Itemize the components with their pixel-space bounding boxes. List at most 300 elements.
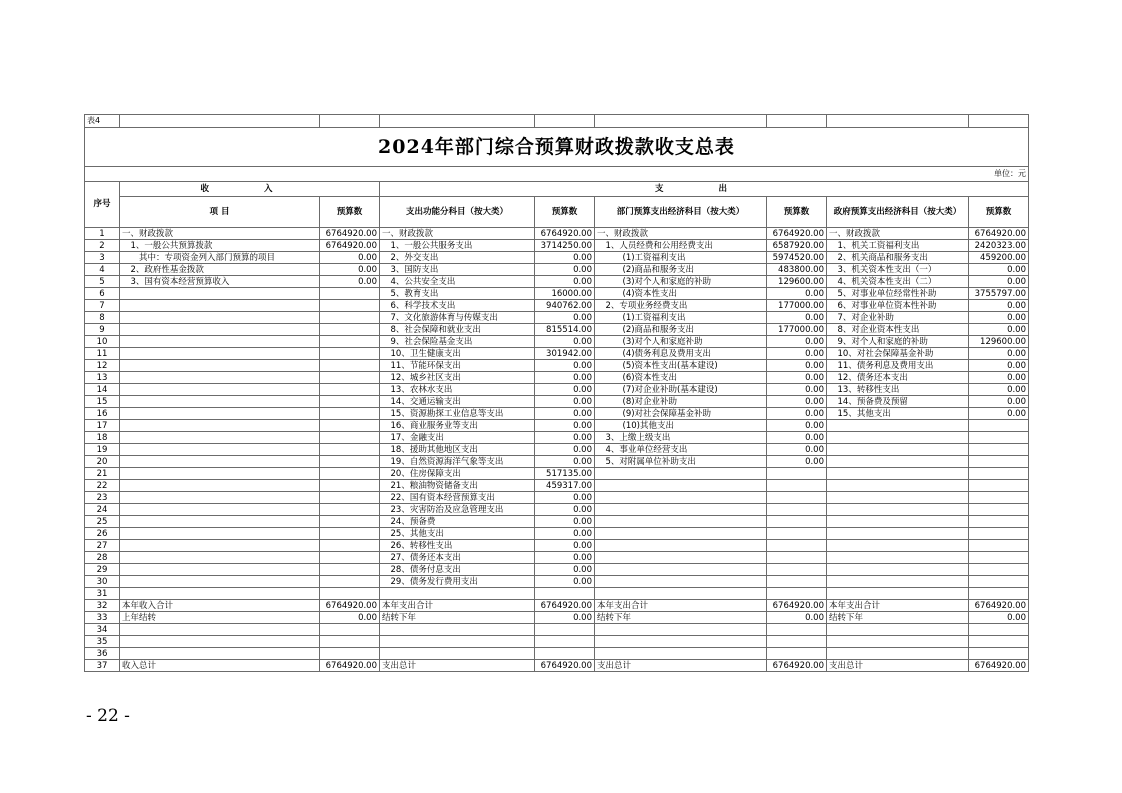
dept-item-cell <box>595 588 767 600</box>
dept-item-cell: 本年支出合计 <box>595 600 767 612</box>
dept-budget-cell: 6587920.00 <box>767 240 827 252</box>
dept-budget-cell: 0.00 <box>767 288 827 300</box>
gov-item-cell <box>827 432 969 444</box>
gov-item-cell <box>827 492 969 504</box>
func-budget-cell: 0.00 <box>535 564 595 576</box>
gov-item-cell: 13、转移性支出 <box>827 384 969 396</box>
table-row <box>85 432 1029 444</box>
income-item-cell <box>120 588 320 600</box>
dept-budget-cell <box>767 468 827 480</box>
func-budget-cell <box>535 624 595 636</box>
income-item-cell <box>120 396 320 408</box>
func-budget-cell: 0.00 <box>535 312 595 324</box>
dept-item-cell <box>595 636 767 648</box>
gov-item-cell <box>827 636 969 648</box>
row-number-cell: 7 <box>85 300 120 312</box>
dept-budget-cell: 0.00 <box>767 396 827 408</box>
header-item: 项 目 <box>120 197 320 228</box>
func-budget-cell: 0.00 <box>535 264 595 276</box>
table-row <box>85 516 1029 528</box>
func-budget-cell <box>535 588 595 600</box>
header-gov: 政府预算支出经济科目（按大类） <box>827 197 969 228</box>
table-row <box>85 288 1029 300</box>
dept-budget-cell <box>767 480 827 492</box>
dept-item-cell: (1)工资福利支出 <box>595 252 767 264</box>
income-item-cell <box>120 564 320 576</box>
gov-item-cell <box>827 588 969 600</box>
row-number-cell: 29 <box>85 564 120 576</box>
func-budget-cell: 0.00 <box>535 516 595 528</box>
gov-budget-cell: 3755797.00 <box>969 288 1029 300</box>
income-budget-cell <box>320 300 380 312</box>
func-item-cell <box>380 588 535 600</box>
dept-item-cell <box>595 528 767 540</box>
gov-item-cell: 5、对事业单位经常性补助 <box>827 288 969 300</box>
header-budget-gov: 预算数 <box>969 197 1029 228</box>
gov-budget-cell: 6764920.00 <box>969 228 1029 240</box>
table-row <box>85 624 1029 636</box>
gov-item-cell: 11、债务利息及费用支出 <box>827 360 969 372</box>
table-row <box>85 396 1029 408</box>
func-budget-cell: 0.00 <box>535 576 595 588</box>
income-budget-cell <box>320 468 380 480</box>
func-item-cell: 22、国有资本经营预算支出 <box>380 492 535 504</box>
dept-budget-cell: 0.00 <box>767 444 827 456</box>
gov-item-cell: 一、财政拨款 <box>827 228 969 240</box>
func-item-cell: 19、自然资源海洋气象等支出 <box>380 456 535 468</box>
func-budget-cell: 940762.00 <box>535 300 595 312</box>
header-income-group: 收 入 <box>120 182 380 197</box>
func-item-cell: 23、灾害防治及应急管理支出 <box>380 504 535 516</box>
gov-item-cell <box>827 576 969 588</box>
row-number-cell: 32 <box>85 600 120 612</box>
func-item-cell: 18、援助其他地区支出 <box>380 444 535 456</box>
func-item-cell: 25、其他支出 <box>380 528 535 540</box>
income-budget-cell <box>320 348 380 360</box>
income-budget-cell <box>320 312 380 324</box>
dept-item-cell <box>595 468 767 480</box>
func-item-cell: 28、债务付息支出 <box>380 564 535 576</box>
gov-item-cell: 本年支出合计 <box>827 600 969 612</box>
func-item-cell: 本年支出合计 <box>380 600 535 612</box>
dept-item-cell <box>595 552 767 564</box>
income-budget-cell <box>320 456 380 468</box>
page-title: 2024年部门综合预算财政拨款收支总表 <box>85 128 1029 167</box>
row-number-cell: 22 <box>85 480 120 492</box>
income-item-cell <box>120 516 320 528</box>
gov-budget-cell: 0.00 <box>969 348 1029 360</box>
dept-budget-cell: 0.00 <box>767 384 827 396</box>
dept-budget-cell: 0.00 <box>767 336 827 348</box>
row-number-cell: 6 <box>85 288 120 300</box>
gov-item-cell: 3、机关资本性支出（一） <box>827 264 969 276</box>
gov-budget-cell: 0.00 <box>969 396 1029 408</box>
table-row <box>85 456 1029 468</box>
income-item-cell <box>120 408 320 420</box>
income-budget-cell <box>320 408 380 420</box>
income-budget-cell <box>320 480 380 492</box>
dept-item-cell: (7)对企业补助(基本建设) <box>595 384 767 396</box>
income-budget-cell <box>320 444 380 456</box>
gov-budget-cell: 2420323.00 <box>969 240 1029 252</box>
row-number-cell: 31 <box>85 588 120 600</box>
dept-item-cell: 结转下年 <box>595 612 767 624</box>
income-item-cell: 一、财政拨款 <box>120 228 320 240</box>
dept-item-cell <box>595 480 767 492</box>
income-budget-cell: 6764920.00 <box>320 228 380 240</box>
gov-item-cell <box>827 528 969 540</box>
func-budget-cell: 517135.00 <box>535 468 595 480</box>
row-number-cell: 11 <box>85 348 120 360</box>
income-item-cell <box>120 432 320 444</box>
gov-budget-cell <box>969 492 1029 504</box>
table-label: 表4 <box>85 115 120 128</box>
func-budget-cell: 459317.00 <box>535 480 595 492</box>
income-item-cell <box>120 372 320 384</box>
gov-budget-cell: 0.00 <box>969 312 1029 324</box>
header-dept: 部门预算支出经济科目（按大类） <box>595 197 767 228</box>
income-budget-cell <box>320 396 380 408</box>
income-budget-cell: 6764920.00 <box>320 660 380 672</box>
func-budget-cell: 0.00 <box>535 456 595 468</box>
income-item-cell <box>120 540 320 552</box>
table-row <box>85 660 1029 672</box>
func-item-cell: 3、国防支出 <box>380 264 535 276</box>
income-item-cell <box>120 384 320 396</box>
table-row <box>85 348 1029 360</box>
income-item-cell: 2、政府性基金拨款 <box>120 264 320 276</box>
income-budget-cell <box>320 528 380 540</box>
income-budget-cell <box>320 552 380 564</box>
page-number: - 22 - <box>86 706 130 726</box>
income-budget-cell: 0.00 <box>320 612 380 624</box>
func-item-cell: 6、科学技术支出 <box>380 300 535 312</box>
func-item-cell: 一、财政拨款 <box>380 228 535 240</box>
table-row <box>85 384 1029 396</box>
table-row <box>85 492 1029 504</box>
gov-budget-cell: 6764920.00 <box>969 660 1029 672</box>
gov-item-cell <box>827 420 969 432</box>
dept-item-cell: (6)资本性支出 <box>595 372 767 384</box>
table-row <box>85 528 1029 540</box>
gov-budget-cell: 0.00 <box>969 408 1029 420</box>
income-budget-cell <box>320 504 380 516</box>
dept-item-cell <box>595 564 767 576</box>
gov-budget-cell: 459200.00 <box>969 252 1029 264</box>
table-row <box>85 300 1029 312</box>
gov-budget-cell: 0.00 <box>969 276 1029 288</box>
income-item-cell <box>120 444 320 456</box>
gov-item-cell: 1、机关工资福利支出 <box>827 240 969 252</box>
dept-budget-cell <box>767 564 827 576</box>
dept-budget-cell: 129600.00 <box>767 276 827 288</box>
func-item-cell: 16、商业服务业等支出 <box>380 420 535 432</box>
dept-item-cell <box>595 492 767 504</box>
gov-item-cell <box>827 552 969 564</box>
income-item-cell <box>120 288 320 300</box>
dept-item-cell: (8)对企业补助 <box>595 396 767 408</box>
func-budget-cell: 0.00 <box>535 336 595 348</box>
row-number-cell: 8 <box>85 312 120 324</box>
gov-budget-cell <box>969 576 1029 588</box>
gov-budget-cell: 0.00 <box>969 372 1029 384</box>
func-budget-cell: 0.00 <box>535 420 595 432</box>
func-budget-cell: 0.00 <box>535 276 595 288</box>
func-budget-cell <box>535 636 595 648</box>
dept-budget-cell <box>767 552 827 564</box>
gov-budget-cell <box>969 648 1029 660</box>
gov-item-cell: 支出总计 <box>827 660 969 672</box>
income-budget-cell: 6764920.00 <box>320 240 380 252</box>
income-budget-cell <box>320 516 380 528</box>
dept-item-cell: 一、财政拨款 <box>595 228 767 240</box>
gov-item-cell <box>827 456 969 468</box>
gov-item-cell: 14、预备费及预留 <box>827 396 969 408</box>
row-number-cell: 4 <box>85 264 120 276</box>
row-number-cell: 33 <box>85 612 120 624</box>
func-budget-cell: 0.00 <box>535 432 595 444</box>
budget-table <box>84 114 1029 672</box>
func-budget-cell: 0.00 <box>535 408 595 420</box>
row-number-cell: 13 <box>85 372 120 384</box>
func-budget-cell: 0.00 <box>535 360 595 372</box>
func-item-cell <box>380 648 535 660</box>
row-number-cell: 23 <box>85 492 120 504</box>
func-item-cell: 29、债务发行费用支出 <box>380 576 535 588</box>
row-number-cell: 9 <box>85 324 120 336</box>
dept-budget-cell <box>767 540 827 552</box>
row-number-cell: 30 <box>85 576 120 588</box>
dept-item-cell: (1)工资福利支出 <box>595 312 767 324</box>
row-number-cell: 34 <box>85 624 120 636</box>
dept-item-cell: 3、上缴上级支出 <box>595 432 767 444</box>
header-expense-group: 支 出 <box>380 182 1029 197</box>
dept-budget-cell: 0.00 <box>767 360 827 372</box>
dept-item-cell <box>595 540 767 552</box>
dept-budget-cell <box>767 624 827 636</box>
dept-budget-cell <box>767 504 827 516</box>
income-budget-cell <box>320 360 380 372</box>
dept-budget-cell <box>767 516 827 528</box>
dept-budget-cell <box>767 492 827 504</box>
func-budget-cell: 0.00 <box>535 540 595 552</box>
gov-budget-cell <box>969 552 1029 564</box>
row-number-cell: 25 <box>85 516 120 528</box>
dept-item-cell: (4)债务利息及费用支出 <box>595 348 767 360</box>
dept-budget-cell <box>767 576 827 588</box>
table-row <box>85 336 1029 348</box>
table-row <box>85 276 1029 288</box>
income-item-cell <box>120 480 320 492</box>
func-item-cell: 13、农林水支出 <box>380 384 535 396</box>
gov-item-cell <box>827 648 969 660</box>
gov-budget-cell <box>969 588 1029 600</box>
gov-budget-cell <box>969 468 1029 480</box>
dept-item-cell: (4)资本性支出 <box>595 288 767 300</box>
dept-budget-cell <box>767 528 827 540</box>
gov-budget-cell: 0.00 <box>969 300 1029 312</box>
func-item-cell <box>380 636 535 648</box>
func-item-cell: 27、债务还本支出 <box>380 552 535 564</box>
table-row <box>85 612 1029 624</box>
dept-budget-cell: 6764920.00 <box>767 600 827 612</box>
gov-item-cell: 6、对事业单位资本性补助 <box>827 300 969 312</box>
row-number-cell: 10 <box>85 336 120 348</box>
func-budget-cell: 301942.00 <box>535 348 595 360</box>
dept-item-cell: (2)商品和服务支出 <box>595 264 767 276</box>
gov-budget-cell <box>969 636 1029 648</box>
gov-budget-cell: 6764920.00 <box>969 600 1029 612</box>
income-item-cell: 上年结转 <box>120 612 320 624</box>
func-item-cell: 14、交通运输支出 <box>380 396 535 408</box>
dept-item-cell <box>595 648 767 660</box>
dept-budget-cell: 5974520.00 <box>767 252 827 264</box>
func-budget-cell: 6764920.00 <box>535 660 595 672</box>
table-row <box>85 408 1029 420</box>
income-budget-cell <box>320 564 380 576</box>
row-number-cell: 35 <box>85 636 120 648</box>
income-item-cell <box>120 420 320 432</box>
income-item-cell <box>120 468 320 480</box>
table-row <box>85 600 1029 612</box>
table-row <box>85 552 1029 564</box>
dept-budget-cell: 6764920.00 <box>767 228 827 240</box>
income-item-cell: 3、国有资本经营预算收入 <box>120 276 320 288</box>
income-item-cell <box>120 324 320 336</box>
dept-budget-cell: 0.00 <box>767 612 827 624</box>
gov-budget-cell <box>969 504 1029 516</box>
income-item-cell <box>120 624 320 636</box>
dept-item-cell: (2)商品和服务支出 <box>595 324 767 336</box>
income-budget-cell <box>320 540 380 552</box>
income-budget-cell <box>320 432 380 444</box>
dept-item-cell <box>595 624 767 636</box>
budget-sheet <box>84 114 1028 672</box>
income-item-cell <box>120 360 320 372</box>
func-item-cell: 24、预备费 <box>380 516 535 528</box>
table-row <box>85 228 1029 240</box>
dept-budget-cell: 0.00 <box>767 348 827 360</box>
func-budget-cell <box>535 648 595 660</box>
table-row <box>85 420 1029 432</box>
gov-budget-cell <box>969 528 1029 540</box>
func-budget-cell: 0.00 <box>535 552 595 564</box>
gov-budget-cell: 0.00 <box>969 264 1029 276</box>
dept-budget-cell: 177000.00 <box>767 300 827 312</box>
row-number-cell: 17 <box>85 420 120 432</box>
dept-budget-cell: 177000.00 <box>767 324 827 336</box>
gov-budget-cell <box>969 480 1029 492</box>
income-item-cell <box>120 492 320 504</box>
income-budget-cell: 0.00 <box>320 264 380 276</box>
income-item-cell <box>120 456 320 468</box>
income-budget-cell: 6764920.00 <box>320 600 380 612</box>
income-budget-cell <box>320 288 380 300</box>
func-item-cell: 1、一般公共服务支出 <box>380 240 535 252</box>
func-item-cell: 15、资源勘探工业信息等支出 <box>380 408 535 420</box>
gov-budget-cell <box>969 420 1029 432</box>
func-budget-cell: 6764920.00 <box>535 600 595 612</box>
table-row <box>85 564 1029 576</box>
table-row <box>85 444 1029 456</box>
func-item-cell: 17、金融支出 <box>380 432 535 444</box>
table-row <box>85 240 1029 252</box>
row-number-cell: 3 <box>85 252 120 264</box>
gov-item-cell: 9、对个人和家庭的补助 <box>827 336 969 348</box>
func-item-cell: 26、转移性支出 <box>380 540 535 552</box>
table-row <box>85 540 1029 552</box>
dept-budget-cell: 0.00 <box>767 456 827 468</box>
income-budget-cell <box>320 336 380 348</box>
row-number-cell: 2 <box>85 240 120 252</box>
income-item-cell <box>120 504 320 516</box>
table-row <box>85 504 1029 516</box>
gov-budget-cell <box>969 564 1029 576</box>
gov-budget-cell <box>969 540 1029 552</box>
dept-item-cell: 1、人员经费和公用经费支出 <box>595 240 767 252</box>
row-number-cell: 5 <box>85 276 120 288</box>
table-row <box>85 576 1029 588</box>
dept-budget-cell: 0.00 <box>767 372 827 384</box>
header-seq: 序号 <box>85 182 120 228</box>
row-number-cell: 21 <box>85 468 120 480</box>
func-budget-cell: 0.00 <box>535 528 595 540</box>
func-budget-cell: 0.00 <box>535 612 595 624</box>
dept-item-cell: (9)对社会保障基金补助 <box>595 408 767 420</box>
gov-budget-cell <box>969 444 1029 456</box>
row-number-cell: 27 <box>85 540 120 552</box>
func-budget-cell: 815514.00 <box>535 324 595 336</box>
row-number-cell: 37 <box>85 660 120 672</box>
gov-item-cell: 4、机关资本性支出（二） <box>827 276 969 288</box>
func-item-cell: 8、社会保障和就业支出 <box>380 324 535 336</box>
gov-item-cell <box>827 480 969 492</box>
func-budget-cell: 0.00 <box>535 384 595 396</box>
table-row <box>85 324 1029 336</box>
income-item-cell <box>120 336 320 348</box>
table-row <box>85 468 1029 480</box>
row-number-cell: 20 <box>85 456 120 468</box>
income-budget-cell: 0.00 <box>320 252 380 264</box>
gov-budget-cell: 129600.00 <box>969 336 1029 348</box>
row-number-cell: 18 <box>85 432 120 444</box>
row-number-cell: 26 <box>85 528 120 540</box>
dept-item-cell <box>595 504 767 516</box>
func-item-cell: 7、文化旅游体育与传媒支出 <box>380 312 535 324</box>
gov-budget-cell <box>969 516 1029 528</box>
gov-item-cell: 结转下年 <box>827 612 969 624</box>
income-budget-cell <box>320 588 380 600</box>
gov-item-cell: 15、其他支出 <box>827 408 969 420</box>
table-row <box>85 312 1029 324</box>
gov-budget-cell: 0.00 <box>969 360 1029 372</box>
income-item-cell <box>120 528 320 540</box>
dept-item-cell: (5)资本性支出(基本建设) <box>595 360 767 372</box>
dept-budget-cell <box>767 648 827 660</box>
gov-item-cell <box>827 468 969 480</box>
income-item-cell <box>120 648 320 660</box>
income-budget-cell: 0.00 <box>320 276 380 288</box>
income-item-cell: 1、一般公共预算拨款 <box>120 240 320 252</box>
dept-budget-cell: 0.00 <box>767 408 827 420</box>
gov-item-cell: 10、对社会保障基金补助 <box>827 348 969 360</box>
gov-budget-cell <box>969 624 1029 636</box>
gov-item-cell <box>827 624 969 636</box>
row-number-cell: 15 <box>85 396 120 408</box>
income-item-cell: 其中：专项资金列入部门预算的项目 <box>120 252 320 264</box>
dept-item-cell: 5、对附属单位补助支出 <box>595 456 767 468</box>
func-item-cell: 5、教育支出 <box>380 288 535 300</box>
